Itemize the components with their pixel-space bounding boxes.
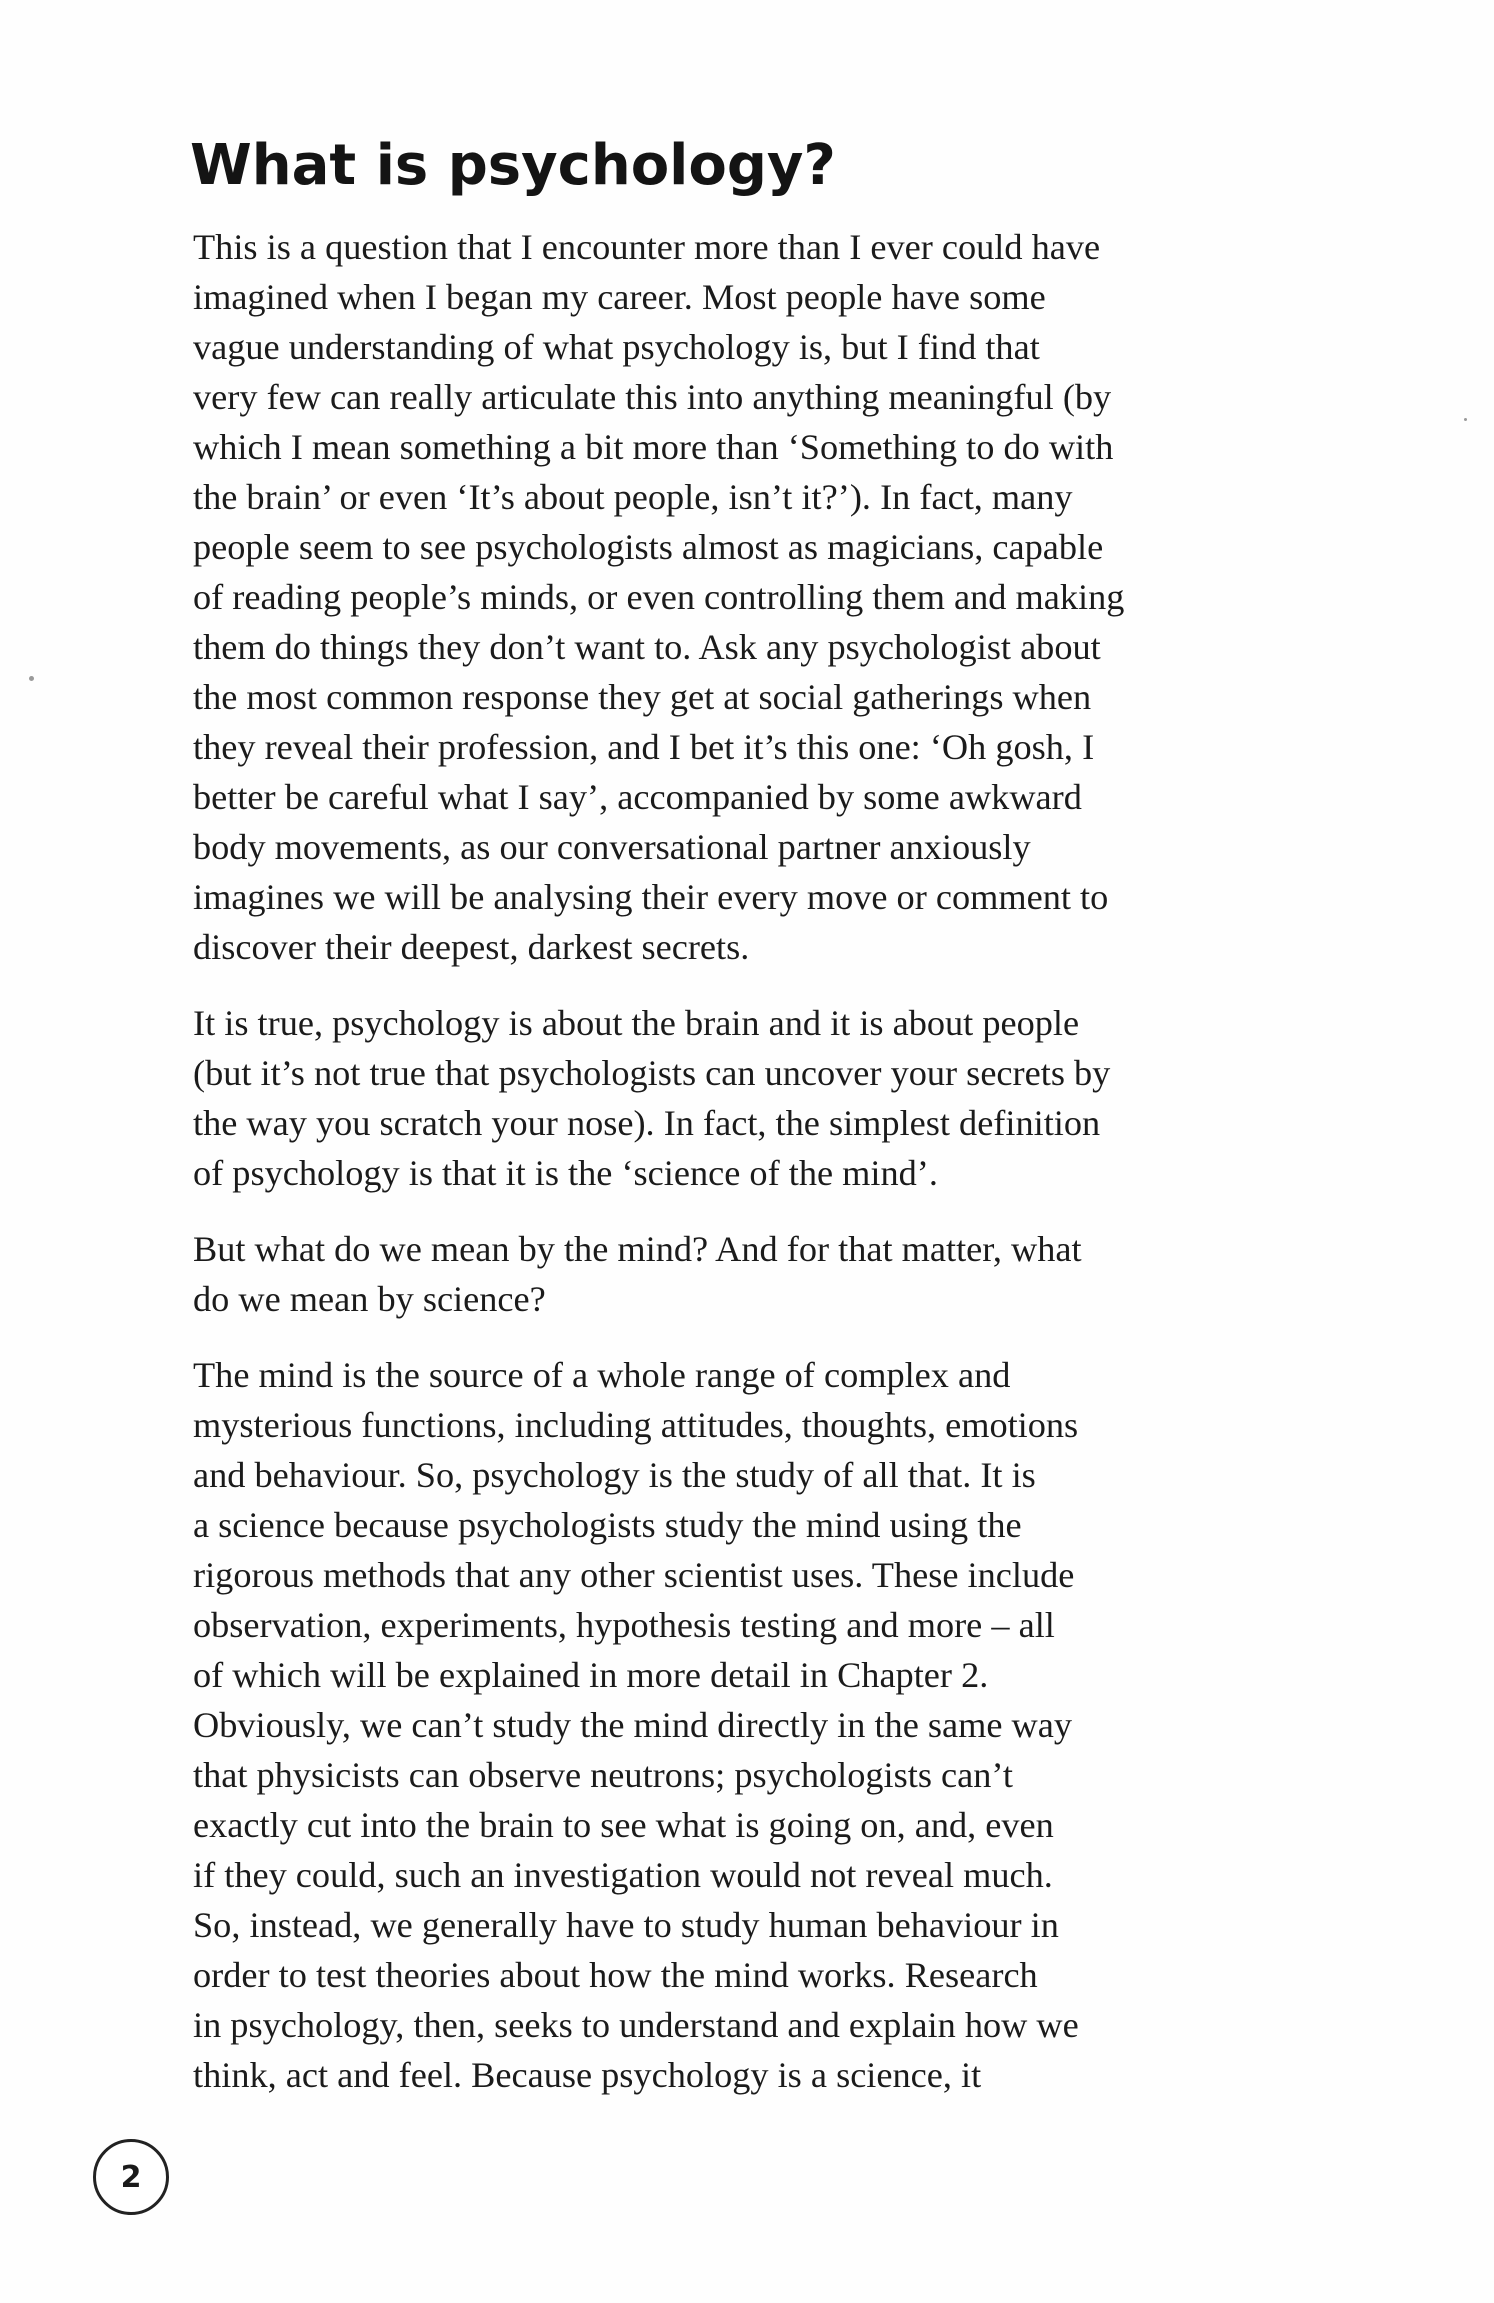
text-line: do we mean by science? [193,1279,546,1319]
scan-speck [1464,418,1467,421]
text-line: The mind is the source of a whole range of complex and [193,1355,1011,1395]
text-line: exactly cut into the brain to see what is going on, and, even [193,1805,1054,1845]
text-line: people seem to see psychologists almost as magicians, capable [193,527,1104,567]
text-line: body movements, as our conversational partner anxiously [193,827,1031,867]
section-heading: What is psychology? [190,133,836,198]
paragraph-4 [193,1350,1318,2100]
text-line: So, instead, we generally have to study human behaviour in [193,1905,1059,1945]
text-line: if they could, such an investigation would not reveal much. [193,1855,1053,1895]
text-line: that physicists can observe neutrons; psychologists can’t [193,1755,1013,1795]
text-line: (but it’s not true that psychologists can uncover your secrets by [193,1053,1111,1093]
paragraph-3 [193,1224,1318,1324]
body-text [193,222,1318,2100]
text-line: This is a question that I encounter more than I ever could have [193,227,1101,267]
scan-speck [29,676,34,681]
text-line: order to test theories about how the mind works. Research [193,1955,1038,1995]
text-line: imagines we will be analysing their every move or comment to [193,877,1109,917]
paragraph-1 [193,222,1318,972]
text-line: rigorous methods that any other scientist uses. These include [193,1555,1075,1595]
text-line: the way you scratch your nose). In fact, the simplest definition [193,1103,1101,1143]
text-line: the most common response they get at social gatherings when [193,677,1092,717]
text-line: think, act and feel. Because psychology is a science, it [193,2055,982,2095]
text-line: vague understanding of what psychology is, but I find that [193,327,1040,367]
text-line: It is true, psychology is about the brain and it is about people [193,1003,1080,1043]
text-line: of which will be explained in more detail in Chapter 2. [193,1655,989,1695]
text-line: observation, experiments, hypothesis testing and more – all [193,1605,1055,1645]
text-line: which I mean something a bit more than ‘Something to do with [193,427,1114,467]
text-line: Obviously, we can’t study the mind directly in the same way [193,1705,1073,1745]
text-line: of psychology is that it is the ‘science of the mind’. [193,1153,938,1193]
text-line: better be careful what I say’, accompanied by some awkward [193,777,1082,817]
text-line: and behaviour. So, psychology is the study of all that. It is [193,1455,1036,1495]
text-line: of reading people’s minds, or even controlling them and making [193,577,1125,617]
text-line: But what do we mean by the mind? And for that matter, what [193,1229,1082,1269]
text-line: a science because psychologists study the mind using the [193,1505,1022,1545]
text-line: discover their deepest, darkest secrets. [193,927,750,967]
text-line: mysterious functions, including attitudes, thoughts, emotions [193,1405,1079,1445]
text-line: them do things they don’t want to. Ask any psychologist about [193,627,1101,667]
text-line: the brain’ or even ‘It’s about people, isn’t it?’). In fact, many [193,477,1073,517]
page-number-badge: 2 [93,2139,169,2215]
paragraph-2 [193,998,1318,1198]
text-line: very few can really articulate this into anything meaningful (by [193,377,1112,417]
text-line: in psychology, then, seeks to understand and explain how we [193,2005,1079,2045]
text-line: imagined when I began my career. Most people have some [193,277,1046,317]
text-line: they reveal their profession, and I bet it’s this one: ‘Oh gosh, I [193,727,1095,767]
